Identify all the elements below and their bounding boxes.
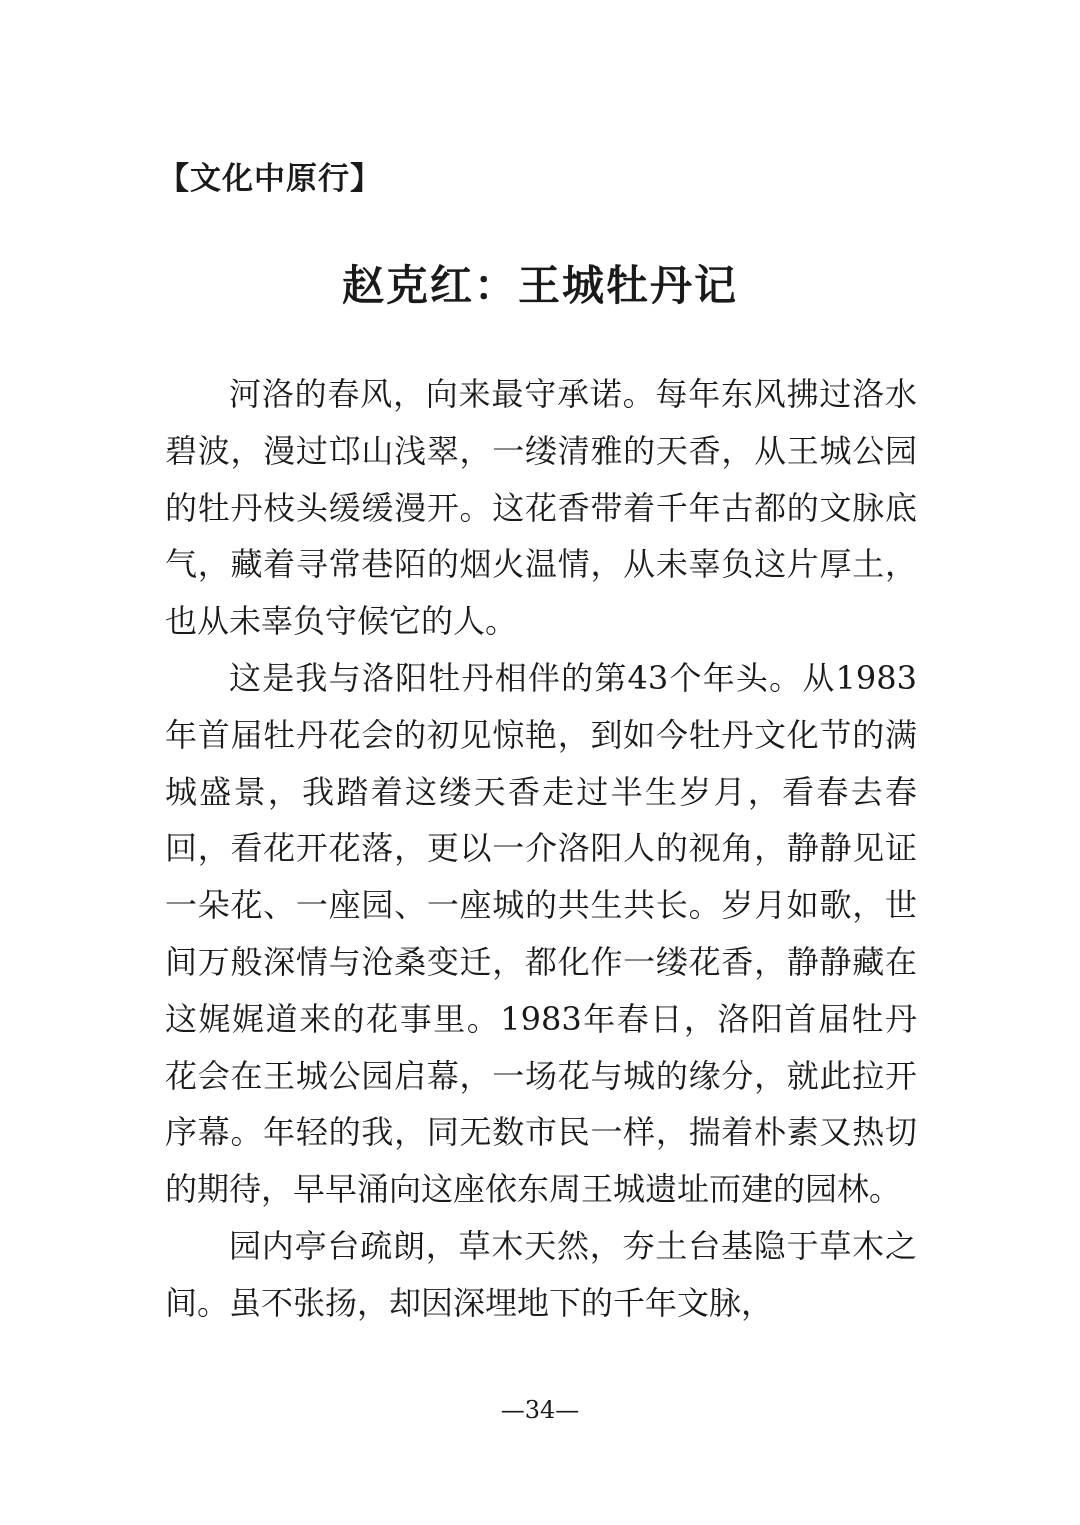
paragraph: 河洛的春风，向来最守承诺。每年东风拂过洛水碧波，漫过邙山浅翠，一缕清雅的天香，从王城公园的牡丹枝头缓缓漫开。这花香带着千年古都的文脉底气，藏着寻常巷陌的烟火温情，从未辜负这片厚土，也从未辜负守候它的人。 — [165, 375, 917, 641]
section-tag: 【文化中原行】 — [158, 161, 382, 197]
paragraph: 这是我与洛阳牡丹相伴的第43个年头。从1983年首届牡丹花会的初见惊艳，到如今牡丹文化节的满城盛景，我踏着这缕天香走过半生岁月，看春去春回，看花开花落，更以一介洛阳人的视角，静静见证一朵花、一座园、一座城的共生共长。岁月如歌，世间万般深情与沧桑变迁，都化作一缕花香，静静藏在这娓娓道来的花事里。1983年春日，洛阳首届牡丹花会在王城公园启幕，一场花与城的缘分，就此拉开序幕。年轻的我，同无数市民一样，揣着朴素又热切的期待，早早涌向这座依东周王城遗址而建的园林。 — [165, 658, 917, 1209]
article-title: 赵克红：王城牡丹记 — [341, 261, 738, 310]
paragraph: 园内亭台疏朗，草木天然，夯土台基隐于草木之间。虽不张扬，却因深埋地下的千年文脉， — [165, 1226, 917, 1322]
page-number: —34— — [500, 1396, 580, 1424]
article-body — [165, 366, 917, 1332]
